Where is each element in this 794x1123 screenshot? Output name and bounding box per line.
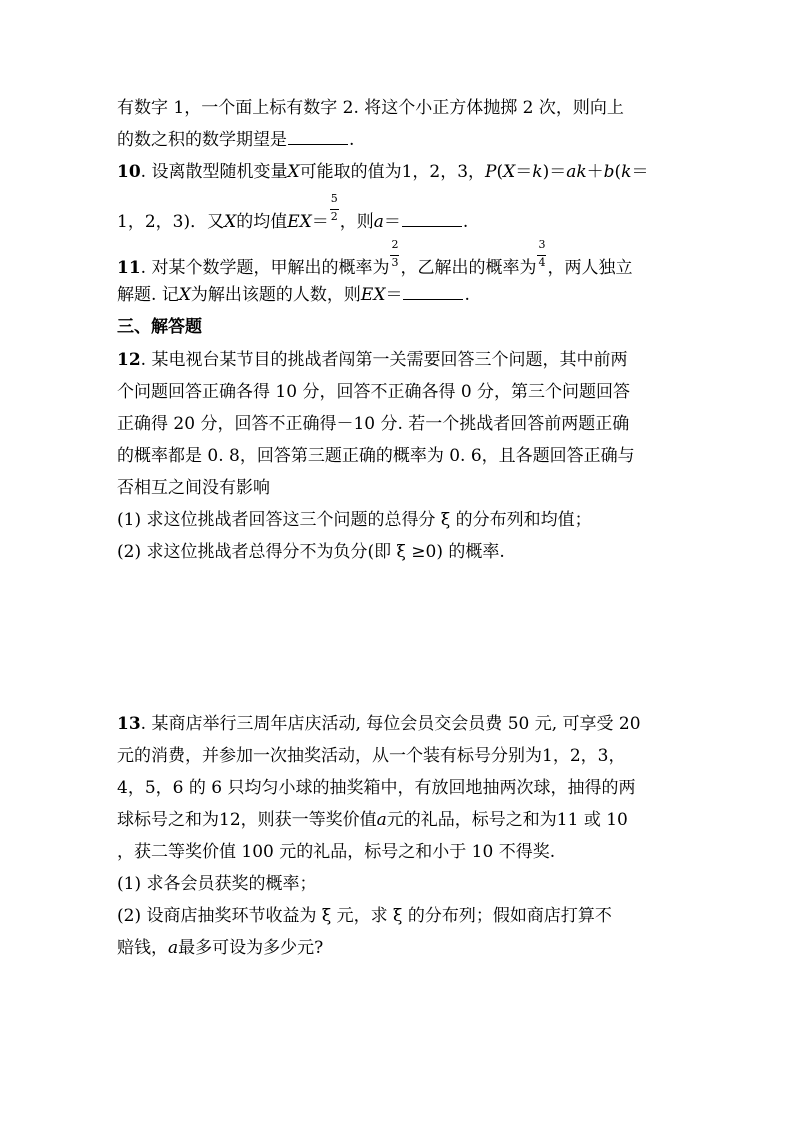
q9-text: 有数字 1，一个面上标有数字 2. 将这个小正方体抛掷 2 次，则向上 [117,98,624,118]
q13-subquestion: 最多可设为多少元? [178,938,324,958]
fraction-numerator: 2 [391,238,399,251]
q10-text: 的均值 [236,212,288,232]
question-number: 10 [117,162,141,182]
variable-ak: ak [566,162,587,182]
q13-part-2 [117,905,612,927]
question-number: 11 [117,258,141,278]
q12-subquestion: (2) 求这位挑战者总得分不为负分(即 ξ ≥0) 的概率. [117,542,505,562]
q10-text: ＝ [515,162,533,182]
variable-a: a [376,810,387,830]
q11-punct: . [464,285,470,305]
q10-line-1 [117,161,648,183]
variable-ex: EX [360,285,386,305]
q9-line-2 [117,129,354,151]
variable-p: P [485,162,497,182]
q12-text: 正确得 20 分，回答不正确得－10 分. 若一个挑战者回答前两题正确 [117,414,630,434]
q13-line-2 [117,745,625,767]
q10-line-2 [117,192,469,233]
answer-blank [288,130,348,145]
q12-text: 的概率都是 0. 8，回答第三题正确的概率为 0. 6，且各题回答正确与 [117,446,635,466]
q10-text: ，则 [339,212,374,232]
q9-line-1 [117,97,624,119]
q10-text: ( [614,162,622,182]
q11-text: 为解出该题的人数，则 [190,285,361,305]
fraction-denominator: 2 [330,210,338,223]
fraction-3-4 [537,238,546,273]
q12-part-1 [117,509,592,531]
variable-x: X [178,285,191,305]
q12-part-2 [117,541,505,563]
question-number: 12 [117,350,141,370]
q11-line-2 [117,284,470,306]
q12-text: 个问题回答正确各得 10 分，回答不正确各得 0 分，第三个问题回答 [117,382,631,402]
q13-text: 元的礼品，标号之和为11 或 10 [386,810,628,830]
answer-blank [403,285,463,300]
q13-line-3 [117,777,635,799]
q13-subquestion: (1) 求各会员获奖的概率； [117,874,317,894]
q12-subquestion: (1) 求这位挑战者回答这三个问题的总得分 ξ 的分布列和均值； [117,510,592,530]
q12-line-2 [117,381,630,403]
q13-line-5 [117,841,555,863]
q10-text: 1，2，3)．又 [117,212,225,232]
q10-text: ＋ [586,162,604,182]
q9-punct: . [349,130,355,150]
q13-part-1 [117,873,316,895]
section-heading-text: 三、解答题 [117,317,202,337]
q10-text: 可能取的值为1，2，3， [299,162,486,182]
variable-k: k [532,162,543,182]
q13-text: . 某商店举行三周年店庆活动, 每位会员交会员费 50 元, 可享受 20 [140,714,641,734]
q12-text: 否相互之间没有影响 [117,478,270,498]
q12-line-5 [117,477,270,499]
fraction-numerator: 3 [538,238,546,251]
q11-text: ，两人独立 [547,258,633,278]
q10-text: ( [496,162,504,182]
q13-text: 球标号之和为12，则获一等奖价值 [117,810,377,830]
variable-a: a [373,212,384,232]
q13-text: 元的消费，并参加一次抽奖活动，从一个装有标号分别为1，2，3， [117,746,626,766]
q9-text: 的数之积的数学期望是 [117,130,287,150]
q13-part-2-cont [117,937,323,959]
variable-ex: EX [287,212,312,232]
q13-subquestion: 赔钱， [117,938,168,958]
q13-line-4 [117,809,628,831]
fraction-5-2 [330,192,339,227]
fraction-numerator: 5 [330,192,338,205]
q10-text: . 设离散型随机变量 [140,162,288,182]
q12-line-4 [117,445,635,467]
q12-line-3 [117,413,629,435]
fraction-2-3 [390,238,399,273]
q10-text: ＝ [631,162,649,182]
variable-k: k [621,162,632,182]
q10-text: )＝ [542,162,567,182]
q10-text: ＝ [311,212,329,232]
variable-x: X [287,162,300,182]
q10-punct: . [462,212,469,232]
q10-text: ＝ [383,212,401,232]
fraction-denominator: 4 [538,256,546,269]
q13-text: 4，5，6 的 6 只均匀小球的抽奖箱中，有放回地抽两次球，抽得的两 [117,778,636,798]
q11-text: . 对某个数学题，甲解出的概率为 [140,258,390,278]
q12-line-1 [117,349,627,371]
q13-subquestion: (2) 设商店抽奖环节收益为 ξ 元，求 ξ 的分布列；假如商店打算不 [117,906,612,926]
q12-text: . 某电视台某节目的挑战者闯第一关需要回答三个问题，其中前两 [140,350,628,370]
q11-line-1 [117,238,633,279]
section-heading [117,316,202,338]
fraction-denominator: 3 [391,256,399,269]
q11-text: ，乙解出的概率为 [400,258,537,278]
q11-text: 解题. 记 [117,285,179,305]
variable-a: a [168,938,179,958]
variable-b: b [603,162,615,182]
answer-blank [402,212,462,227]
q11-text: ＝ [385,285,403,305]
q13-line-1 [117,713,641,735]
variable-x: X [224,212,237,232]
q13-text: ，获二等奖价值 100 元的礼品，标号之和小于 10 不得奖. [117,842,556,862]
question-number: 13 [117,714,141,734]
variable-x: X [503,162,516,182]
